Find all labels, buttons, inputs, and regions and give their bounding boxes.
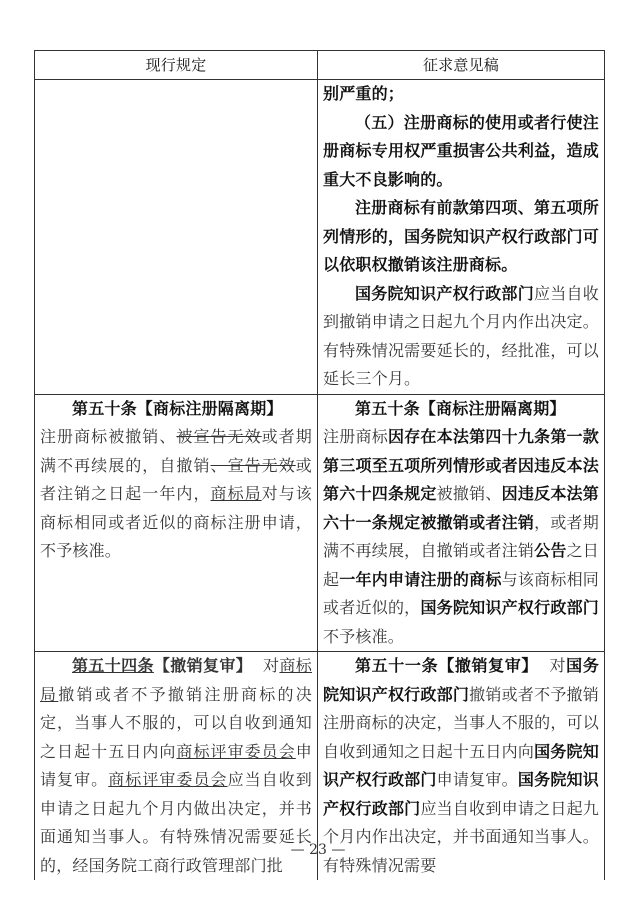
text-run: ，或者期满不再续展，自撤销或者注销 — [323, 512, 599, 560]
row1-right-p4-bold: 国务院知识产权行政部门 — [355, 283, 534, 303]
page-number: — 23 — — [290, 842, 346, 858]
bold-text: 国务院知识产权行政部门 — [323, 656, 600, 704]
row1-right-p1: 别严重的； — [323, 84, 405, 103]
text-run: 撤销或者不予撤销注册商标的决定，当事人不服的，可以自收到通知之日起十五日内向 — [40, 684, 312, 761]
row1-right-p2: （五）注册商标的使用或者行使注册商标专用权严重损害公共利益，造成重大不良影响的。 — [323, 112, 599, 189]
bold-text: 国务院知识产权行政部门 — [323, 741, 599, 789]
table-row — [35, 80, 605, 395]
title-rest: 【撤销复审】 — [153, 656, 253, 675]
row2-right-cell — [318, 394, 605, 652]
text-run: 或者期满不再续展的，自撤销 — [40, 427, 312, 475]
text-run: 不予核准。 — [323, 626, 405, 646]
row1-right-p4 — [323, 280, 599, 394]
row2-right-title: 第五十条【商标注册隔离期】 — [355, 398, 566, 418]
table-row — [35, 394, 605, 652]
text-run: 注册商标被撤销、 — [40, 427, 177, 446]
underlined-text: 商标评审委员会 — [108, 770, 228, 789]
text-run: 申请复审。 — [40, 741, 312, 789]
table-header-row — [35, 51, 605, 80]
underlined-title: 第五十四条 — [72, 656, 154, 675]
text-run: 之日起 — [323, 541, 599, 589]
text-run: 与该商标相同或者近似的， — [323, 569, 600, 617]
row1-right-cell — [318, 80, 605, 395]
text-run: 被撤销、 — [436, 484, 502, 503]
bold-text: 一年内申请注册的商标 — [339, 569, 502, 589]
row2-left-title: 第五十条【商标注册隔离期】 — [72, 398, 283, 418]
bold-text: 公告 — [534, 541, 567, 560]
text-run: 注册商标 — [323, 427, 388, 446]
header-draft-rules: 征求意见稿 — [318, 51, 605, 80]
row1-right-p3: 注册商标有前款第四项、第五项所列情形的，国务院知识产权行政部门可以依职权撤销该注册商标。 — [323, 198, 599, 274]
bold-text: 因违反本法第六十一条规定被撤销或者注销 — [323, 484, 599, 532]
row1-right-p4-rest: 应当自收到撤销申请之日起九个月内作出决定。有特殊情况需要延长的，经批准，可以延长三个月。 — [323, 283, 599, 388]
row2-left-body — [40, 423, 312, 566]
row1-left-cell — [35, 80, 318, 395]
text-run: 申请复审。 — [436, 770, 518, 789]
text-run: 撤销或者不予撤销注册商标的决定，当事人不服的，可以自收到通知之日起十五日内向 — [323, 684, 599, 761]
row2-left-cell — [35, 394, 318, 652]
text-run: 对 — [263, 656, 280, 675]
text-run: 对 — [549, 656, 567, 675]
underlined-text: 商标局 — [40, 656, 312, 704]
text-run: 应当自收到申请之日起九个月内做出决定，并书面通知当事人。有特殊情况需要延长的，经国务院工商行政管理部门批 — [40, 770, 312, 875]
text-run: 或者注销之日起一年内， — [40, 455, 312, 503]
underlined-text: 商标局 — [210, 484, 262, 503]
underlined-text: 商标评审委员会 — [176, 741, 296, 761]
text-run: 应当自收到申请之日起九个月内作出决定，并书面通知当事人。有特殊情况需要 — [323, 798, 600, 875]
article-title: 第五十一条【撤销复审】 — [355, 656, 539, 675]
header-current-rules: 现行规定 — [35, 51, 318, 80]
bold-text: 因存在本法第四十九条第一款第三项至五项所列情形或者因违反本法第六十四条规定 — [323, 427, 599, 503]
text-run: 对与该商标相同或者近似的商标注册申请，不予核准。 — [40, 484, 312, 560]
bold-text: 国务院知识产权行政部门 — [323, 770, 599, 818]
row2-right-body — [323, 423, 599, 651]
bold-text: 国务院知识产权行政部门 — [420, 598, 600, 617]
deleted-text: 、宣告无效 — [210, 455, 296, 475]
deleted-text: 被宣告无效 — [176, 427, 262, 446]
comparison-table — [34, 50, 605, 880]
